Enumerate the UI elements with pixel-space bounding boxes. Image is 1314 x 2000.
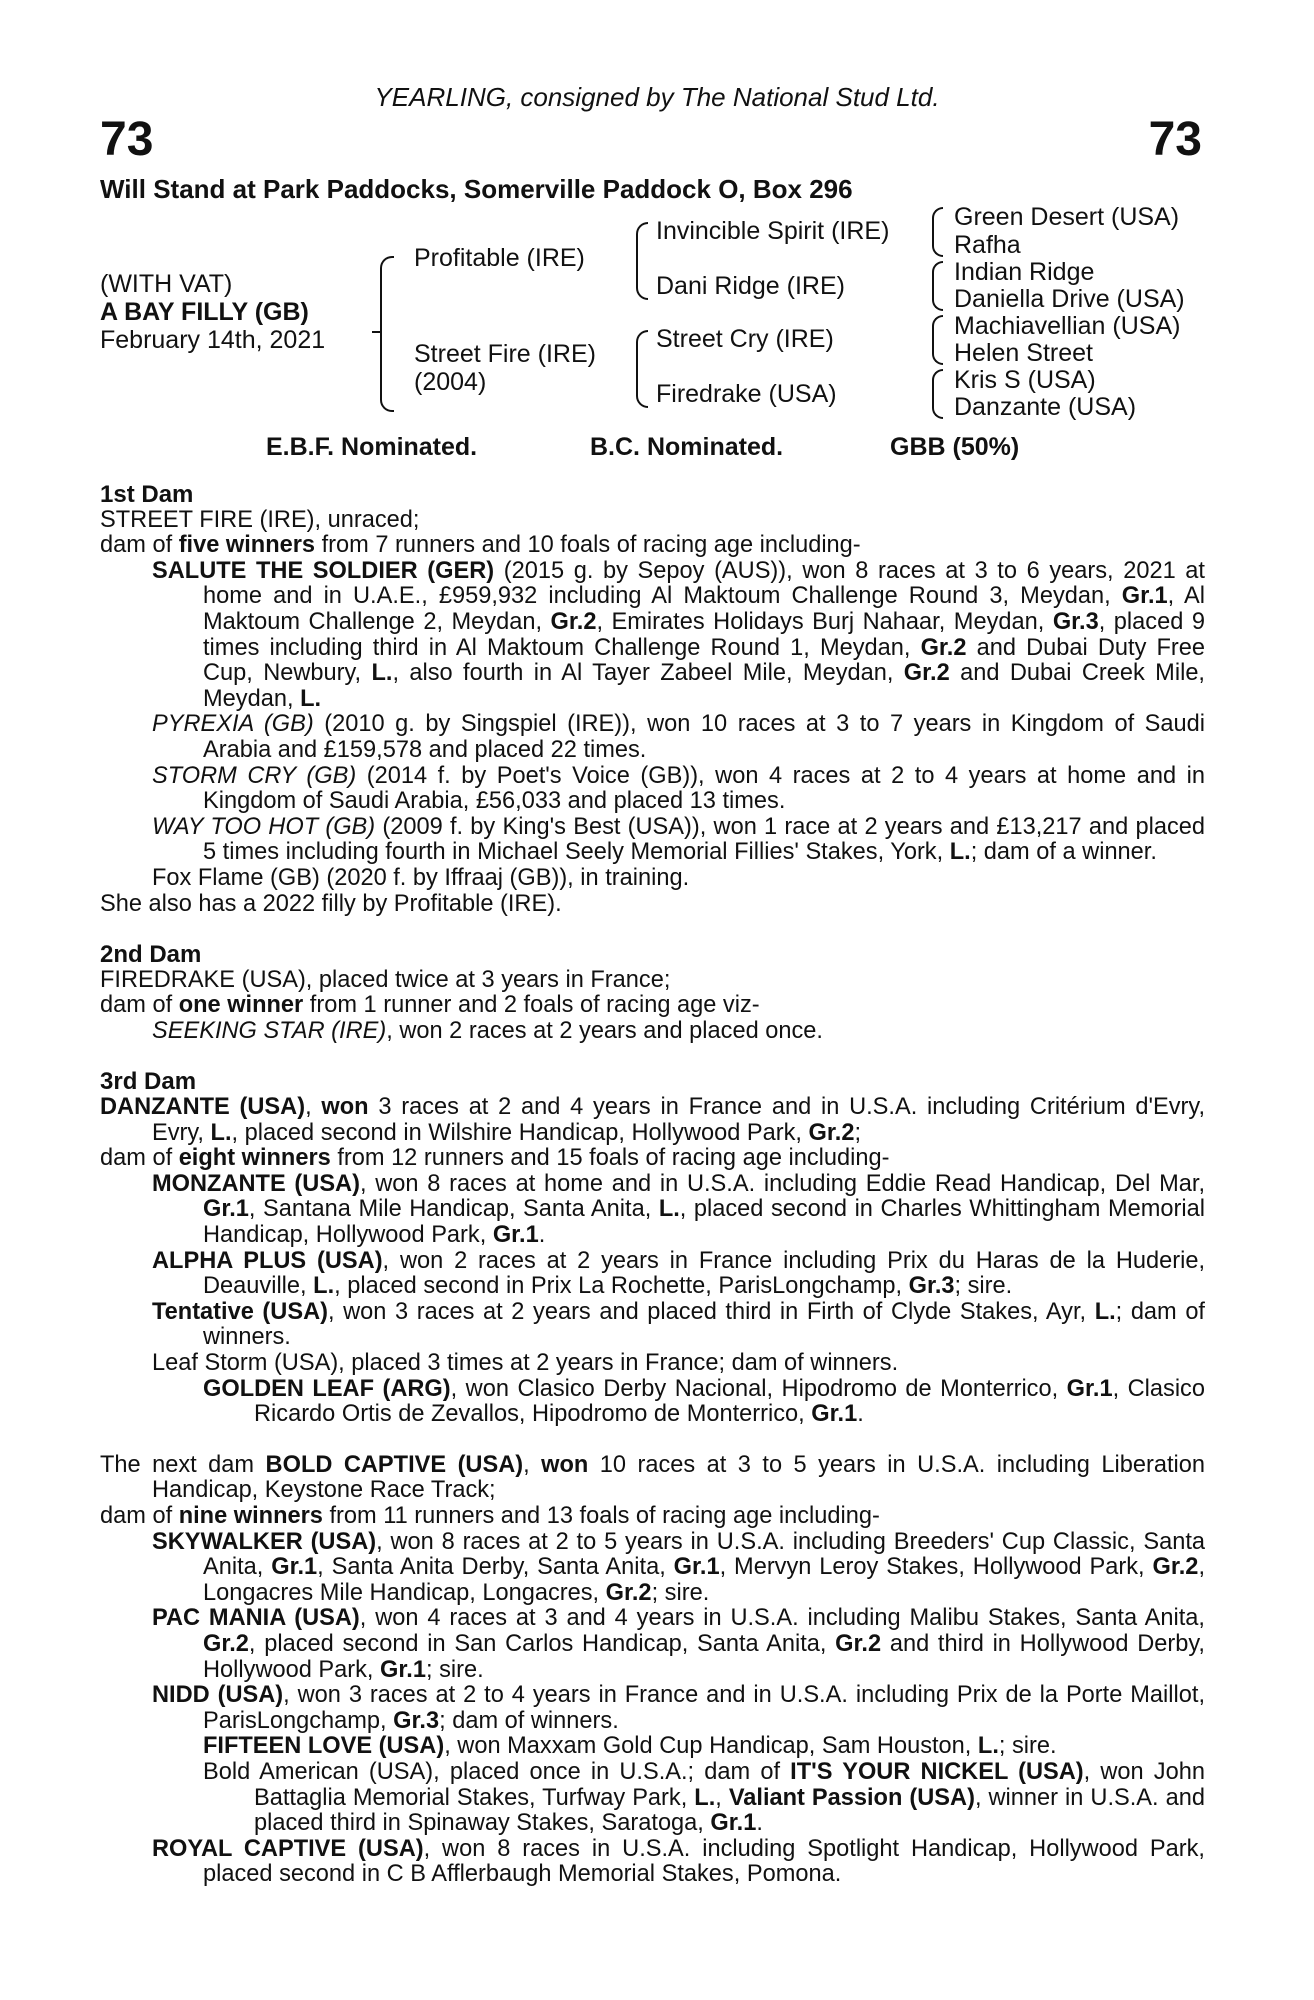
bc-nomination: B.C. Nominated. [590,433,784,461]
next-dam-line: The next dam BOLD CAPTIVE (USA), won 10 races at 3 to 5 years in U.S.A. including Liberation Handicap, Keystone Race Track; [100,1451,1205,1504]
gbb-bonus: GBB (50%) [890,433,1020,461]
ancestor-5: Machiavellian (USA) [954,312,1181,340]
dam-dam-name: Firedrake (USA) [656,380,837,408]
third-dam-line: DANZANTE (USA), won 3 races at 2 and 4 years in France and in U.S.A. including Critérium d'Evry, Evry, L., placed second in Wilshire Handicap, Hollywood Park, Gr.2; [100,1094,1205,1146]
produce-2022-filly: She also has a 2022 filly by Profitable (IRE). [100,890,562,917]
produce-royal-captive: ROYAL CAPTIVE (USA), won 8 races in U.S.A. including Spotlight Handicap, Hollywood Park, placed second in C B Afflerbaugh Memorial Stakes, Pomona. [152,1835,1205,1888]
consignment-header: YEARLING, consigned by The National Stud Ltd. [374,82,940,112]
brace-g3 [932,315,943,365]
second-dam-summary: dam of one winner from 1 runner and 2 foals of racing age viz- [100,992,760,1019]
first-dam-heading: 1st Dam [100,481,194,508]
lot-number-right: 73 [1148,113,1202,166]
ancestor-1: Green Desert (USA) [954,203,1180,231]
brace-sire [636,222,648,300]
next-dam-summary: dam of nine winners from 11 runners and 13 foals of racing age including- [100,1502,880,1529]
produce-monzante: MONZANTE (USA), won 8 races at home and in U.S.A. including Eddie Read Handicap, Del Mar, Gr.1, Santana Mile Handicap, Santa Anita, L., placed second in Charles Whittingham Memorial Handicap, Hollywood Park, Gr.1. [152,1170,1205,1249]
produce-storm-cry: STORM CRY (GB) (2014 f. by Poet's Voice (GB)), won 4 races at 2 to 4 years at home and in Kingdom of Saudi Arabia, £56,033 and placed 13 times. [152,762,1205,815]
first-dam-line: STREET FIRE (IRE), unraced; [100,506,420,533]
ebf-nomination: E.B.F. Nominated. [266,433,478,461]
produce-fifteen-love: FIFTEEN LOVE (USA), won Maxxam Gold Cup Handicap, Sam Houston, L.; sire. [203,1733,1057,1760]
ancestor-6: Helen Street [954,339,1093,367]
produce-pac-mania: PAC MANIA (USA), won 4 races at 3 and 4 years in U.S.A. including Malibu Stakes, Santa Anita, Gr.2, placed second in San Carlos Handicap, Santa Anita, Gr.2 and third in Hollywood Derby, Hollywood Park, Gr.1; sire. [152,1605,1205,1683]
ancestor-2: Rafha [954,231,1021,259]
produce-bold-american: Bold American (USA), placed once in U.S.A.; dam of IT'S YOUR NICKEL (USA), won John Battaglia Memorial Stakes, Turfway Park, L., Valiant Passion (USA), winner in U.S.A. and placed third in Spinaway Stakes, Saratoga, Gr.1. [203,1758,1205,1837]
produce-seeking-star: SEEKING STAR (IRE), won 2 races at 2 years and placed once. [152,1017,823,1044]
produce-way-too-hot: WAY TOO HOT (GB) (2009 f. by King's Best (USA)), won 1 race at 2 years and £13,217 and placed 5 times including fourth in Michael Seely Memorial Fillies' Stakes, York, L.; dam of a winner. [152,813,1205,866]
ancestor-3: Indian Ridge [954,258,1095,286]
dam-year: (2004) [414,368,487,396]
catalogue-body [100,482,1205,1888]
subject-name: A BAY FILLY (GB) [100,298,309,326]
brace-dam [636,330,648,408]
produce-alpha-plus: ALPHA PLUS (USA), won 2 races at 2 years in France including Prix du Haras de la Huderie, Deauville, L., placed second in Prix La Rochette, ParisLongchamp, Gr.3; sire. [152,1247,1205,1300]
first-dam-summary: dam of five winners from 7 runners and 10 foals of racing age including- [100,532,861,559]
third-dam-heading: 3rd Dam [100,1068,197,1096]
produce-golden-leaf: GOLDEN LEAF (ARG), won Clasico Derby Nacional, Hipodromo de Monterrico, Gr.1, Clasico Ricardo Ortis de Zevallos, Hipodromo de Monterrico, Gr.1. [203,1375,1205,1428]
produce-leaf-storm: Leaf Storm (USA), placed 3 times at 2 years in France; dam of winners. [152,1350,899,1376]
brace-g2 [932,261,943,311]
brace-g1 [932,207,943,257]
dam-name: Street Fire (IRE) [414,340,596,368]
vat-note: (WITH VAT) [100,270,233,298]
produce-nidd: NIDD (USA), won 3 races at 2 to 4 years in France and in U.S.A. including Prix de la Porte Maillot, ParisLongchamp, Gr.3; dam of winners. [152,1682,1205,1734]
lot-number-left: 73 [100,113,154,166]
sire-sire-name: Invincible Spirit (IRE) [656,217,890,245]
produce-fox-flame: Fox Flame (GB) (2020 f. by Iffraaj (GB)), in training. [152,864,690,891]
second-dam-heading: 2nd Dam [100,941,202,969]
second-dam-line: FIREDRAKE (USA), placed twice at 3 years in France; [100,966,671,993]
foaling-date: February 14th, 2021 [100,326,326,354]
brace-gen1 [380,256,394,412]
produce-skywalker: SKYWALKER (USA), won 8 races at 2 to 5 years in U.S.A. including Breeders' Cup Classic, Santa Anita, Gr.1, Santa Anita Derby, Santa Anita, Gr.1, Mervyn Leroy Stakes, Hollywood Park, Gr.2, Longacres Mile Handicap, Longacres, Gr.2; sire. [152,1528,1205,1606]
third-dam-summary: dam of eight winners from 12 runners and 15 foals of racing age including- [100,1145,890,1172]
produce-tentative: Tentative (USA), won 3 races at 2 years and placed third in Firth of Clyde Stakes, Ayr, L.; dam of winners. [152,1298,1205,1351]
produce-pyrexia: PYREXIA (GB) (2010 g. by Singspiel (IRE)), won 10 races at 3 to 7 years in Kingdom of Saudi Arabia and £159,578 and placed 22 times. [152,711,1206,763]
sire-dam-name: Dani Ridge (IRE) [656,272,845,300]
brace-gen1-point [372,331,382,333]
ancestor-8: Danzante (USA) [954,393,1137,421]
ancestor-7: Kris S (USA) [954,366,1096,394]
brace-g4 [932,369,943,419]
stand-location: Will Stand at Park Paddocks, Somerville Paddock O, Box 296 [100,174,853,204]
ancestor-4: Daniella Drive (USA) [954,285,1185,313]
produce-salute-the-soldier: SALUTE THE SOLDIER (GER) (2015 g. by Sepoy (AUS)), won 8 races at 3 to 6 years, 2021 at home and in U.A.E., £959,932 including Al Maktoum Challenge Round 3, Meydan, Gr.1, Al Maktoum Challenge 2, Meydan, Gr.2, Emirates Holidays Burj Nahaar, Meydan, Gr.3, placed 9 times including third in Al Maktoum Challenge Round 1, Meydan, Gr.2 and Dubai Duty Free Cup, Newbury, L., also fourth in Al Tayer Zabeel Mile, Meydan, Gr.2 and Dubai Creek Mile, Meydan, L. [152,557,1205,712]
dam-sire-name: Street Cry (IRE) [656,325,834,353]
sire-name: Profitable (IRE) [414,244,585,272]
